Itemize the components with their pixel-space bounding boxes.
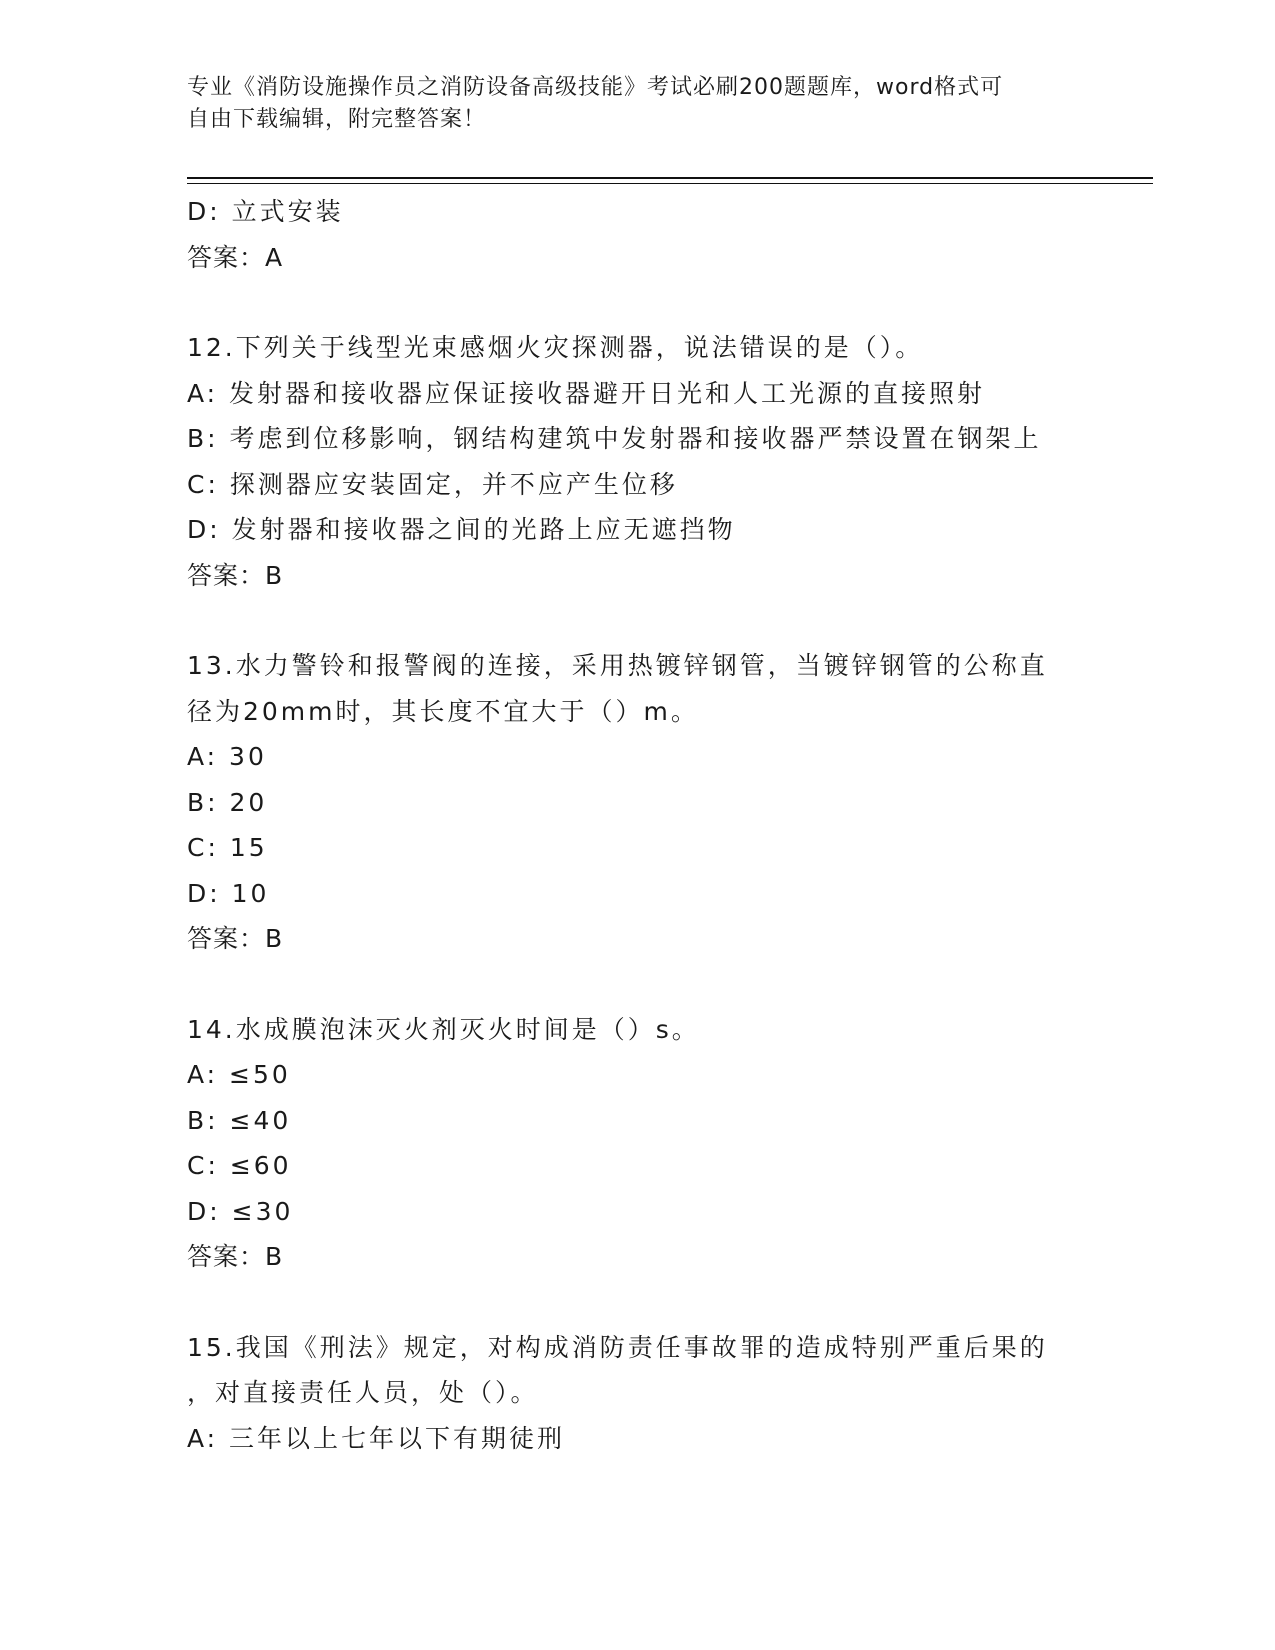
q14-answer: 答案：B <box>187 1242 284 1271</box>
q13-question-line-2: 径为20mm时，其长度不宜大于（）m。 <box>187 696 699 726</box>
q13-option-c: C: 15 <box>187 833 268 862</box>
spacer <box>187 962 1087 1007</box>
header-divider-thin <box>187 183 1153 184</box>
document-header <box>187 72 1067 136</box>
q12-option-c: C: 探测器应安装固定，并不应产生位移 <box>187 469 678 499</box>
q15-question-line-2: ，对直接责任人员，处（）。 <box>187 1378 539 1407</box>
question-14-block <box>187 1007 1087 1280</box>
question-11-block <box>187 189 1087 280</box>
q13-question-line-1: 13.水力警铃和报警阀的连接，采用热镀锌钢管，当镀锌钢管的公称直 <box>187 651 1048 680</box>
q13-option-a: A: 30 <box>187 742 267 771</box>
q14-option-d: D: ≤30 <box>187 1196 294 1226</box>
q13-option-d: D: 10 <box>187 878 270 908</box>
q12-question: 12.下列关于线型光束感烟火灾探测器，说法错误的是（）。 <box>187 333 924 362</box>
q12-option-a: A: 发射器和接收器应保证接收器避开日光和人工光源的直接照射 <box>187 378 986 408</box>
spacer <box>187 1280 1087 1325</box>
header-divider-thick <box>187 177 1153 179</box>
q12-option-d: D: 发射器和接收器之间的光路上应无遮挡物 <box>187 515 736 544</box>
q15-option-a: A: 三年以上七年以下有期徒刑 <box>187 1423 566 1453</box>
q13-answer: 答案：B <box>187 924 284 953</box>
spacer <box>187 598 1087 643</box>
question-15-block <box>187 1325 1087 1462</box>
q15-question-line-1: 15.我国《刑法》规定，对构成消防责任事故罪的造成特别严重后果的 <box>187 1332 1048 1362</box>
q11-option-d: D: 立式安装 <box>187 197 344 226</box>
header-line-2: 自由下载编辑，附完整答案！ <box>187 107 487 132</box>
q12-option-b: B: 考虑到位移影响，钢结构建筑中发射器和接收器严禁设置在钢架上 <box>187 424 1042 453</box>
q14-question: 14.水成膜泡沫灭火剂灭火时间是（）s。 <box>187 1014 700 1044</box>
q11-answer: 答案：A <box>187 242 284 272</box>
question-13-block <box>187 643 1087 962</box>
header-line-1: 专业《消防设施操作员之消防设备高级技能》考试必刷200题题库，word格式可 <box>187 75 1004 100</box>
question-12-block <box>187 325 1087 598</box>
q12-answer: 答案：B <box>187 560 284 590</box>
q14-option-c: C: ≤60 <box>187 1151 292 1180</box>
q14-option-a: A: ≤50 <box>187 1060 291 1089</box>
question-list <box>187 189 1087 1461</box>
spacer <box>187 280 1087 325</box>
q13-option-b: B: 20 <box>187 787 268 817</box>
q14-option-b: B: ≤40 <box>187 1105 292 1135</box>
